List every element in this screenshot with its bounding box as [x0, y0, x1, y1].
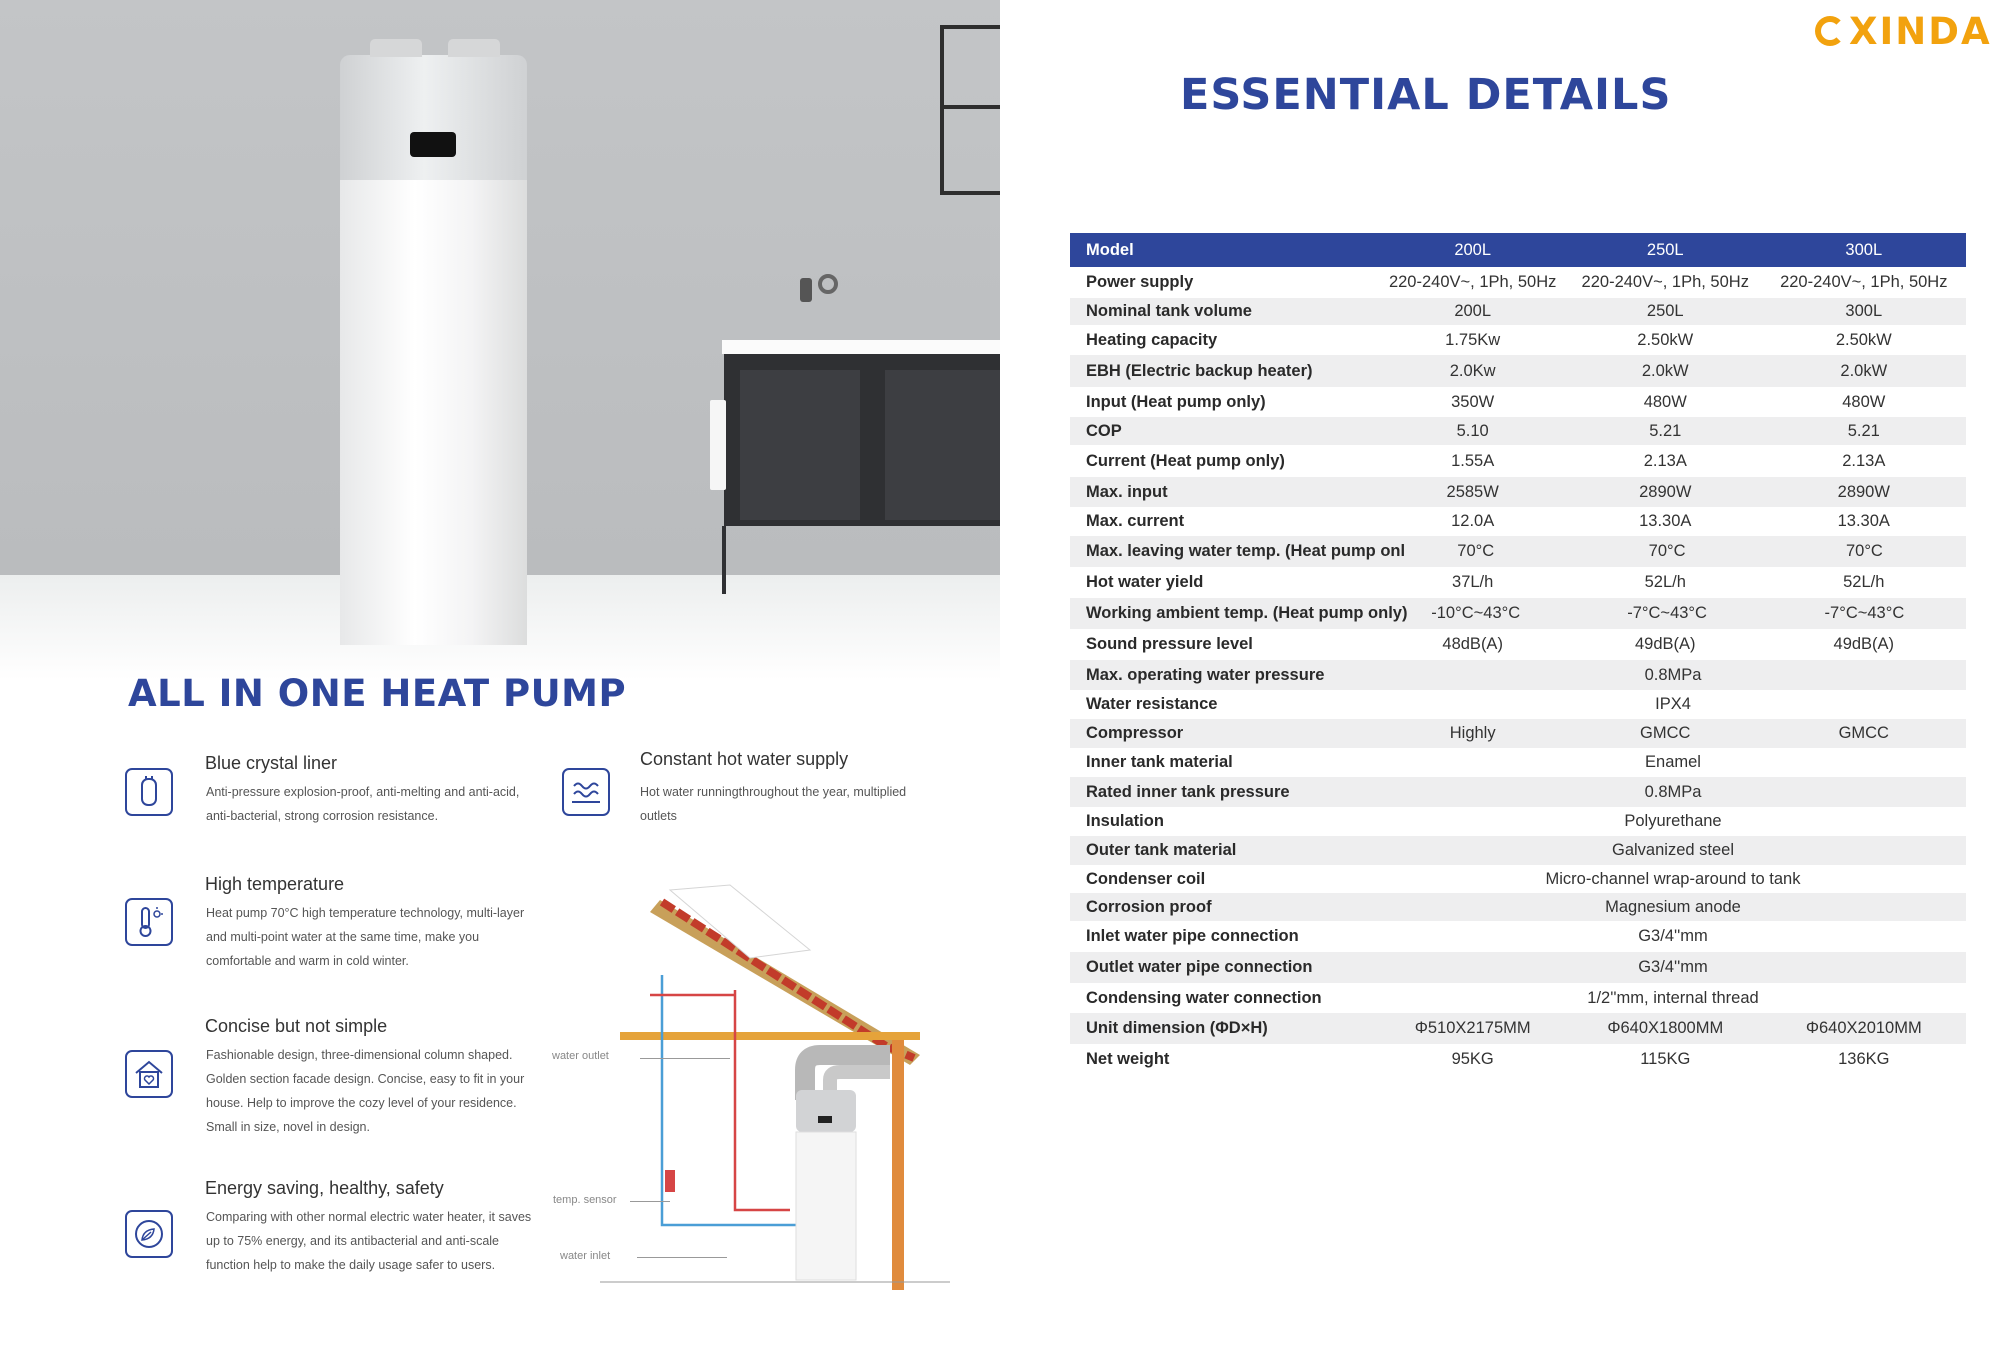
spec-label: Inlet water pipe connection — [1086, 927, 1299, 945]
spec-row — [1070, 507, 1966, 536]
feature-title: Energy saving, healthy, safety — [205, 1178, 444, 1198]
spec-row — [1070, 865, 1966, 893]
spec-value: 480W — [1643, 392, 1687, 411]
spec-value: 220-240V~, 1Ph, 50Hz — [1780, 273, 1948, 291]
spec-label: Insulation — [1086, 812, 1164, 830]
expansion-tank — [665, 1170, 675, 1192]
spec-value: GMCC — [1838, 724, 1889, 742]
spec-value: 1.55A — [1451, 451, 1495, 470]
spec-value: G3/4''mm — [1638, 927, 1708, 945]
brand-name: XINDA — [1849, 10, 1992, 53]
spec-value: 1.75Kw — [1445, 330, 1501, 349]
spec-label: Current (Heat pump only) — [1086, 451, 1285, 470]
spec-label: Compressor — [1086, 724, 1184, 742]
hot-pipe — [735, 990, 790, 1210]
spec-value: Magnesium anode — [1605, 897, 1741, 916]
spec-row — [1070, 748, 1966, 777]
spec-value: 2.13A — [1643, 451, 1687, 470]
spec-value: 2585W — [1446, 482, 1499, 501]
water-inlet-label: water inlet — [560, 1250, 611, 1262]
spec-value: 2890W — [1837, 482, 1890, 501]
spec-row — [1070, 598, 1966, 629]
spec-header-cell: 250L — [1646, 240, 1684, 259]
brand-logo-mark — [1815, 16, 1845, 46]
spec-value: IPX4 — [1655, 695, 1691, 713]
spec-row — [1070, 836, 1966, 865]
spec-row — [1070, 477, 1966, 507]
spec-value: 300L — [1845, 302, 1883, 320]
spec-value: 2890W — [1639, 482, 1692, 501]
feature-desc: Hot water runningthroughout the year, multiplied outlets — [640, 785, 907, 823]
spec-header-cell: Model — [1086, 240, 1134, 259]
spec-row — [1070, 807, 1966, 836]
spec-label: Max. operating water pressure — [1086, 665, 1325, 684]
pipe-cap — [448, 39, 500, 57]
vanity-drawer — [885, 370, 1000, 520]
spec-label: Sound pressure level — [1086, 635, 1253, 653]
spec-header-cell: 200L — [1454, 240, 1492, 259]
spec-value: Micro-channel wrap-around to tank — [1545, 869, 1801, 888]
faucet — [800, 278, 812, 302]
spec-row — [1070, 983, 1966, 1013]
spec-value: Polyurethane — [1624, 812, 1722, 830]
installation-diagram — [550, 880, 970, 1300]
spec-label: Heating capacity — [1086, 330, 1218, 349]
spec-value: 2.0kW — [1641, 361, 1689, 380]
feature-title: High temperature — [205, 874, 345, 894]
faucet-knob — [818, 274, 838, 294]
spec-label: Max. current — [1086, 512, 1185, 530]
spec-value: 5.21 — [1649, 421, 1682, 440]
spec-value: 350W — [1451, 392, 1495, 411]
spec-row — [1070, 690, 1966, 719]
spec-label: Working ambient temp. (Heat pump only) — [1086, 604, 1408, 622]
spec-row — [1070, 921, 1966, 952]
water-outlet-label: water outlet — [552, 1050, 609, 1062]
temp-sensor-label: temp. sensor — [553, 1194, 617, 1206]
spec-value: 70°C — [1845, 542, 1883, 560]
spec-label: Power supply — [1086, 273, 1194, 291]
spec-value: 115KG — [1640, 1049, 1691, 1068]
spec-value: 2.0Kw — [1449, 361, 1496, 380]
spec-label: Hot water yield — [1086, 573, 1204, 591]
ceiling-beam — [620, 1032, 920, 1040]
spec-value: 13.30A — [1837, 512, 1890, 530]
spec-value: -7°C~43°C — [1824, 604, 1905, 622]
spec-value: 2.13A — [1842, 451, 1886, 470]
spec-value: 70°C — [1648, 542, 1686, 560]
spec-label: Water resistance — [1086, 695, 1218, 713]
spec-row — [1070, 417, 1966, 445]
spec-value: 12.0A — [1451, 512, 1495, 530]
spec-label: Corrosion proof — [1086, 897, 1212, 916]
spec-label: COP — [1086, 421, 1122, 440]
vanity-drawer — [740, 370, 860, 520]
vanity-countertop — [722, 340, 1000, 354]
spec-header-cell: 300L — [1845, 240, 1883, 259]
brand-logo — [1815, 10, 1992, 53]
spec-row — [1070, 325, 1966, 355]
house-heart-icon — [125, 1050, 173, 1098]
feature-desc: Heat pump 70°C high temperature technology, multi-layer and multi-point water at the same time, make you comfortable and warm in cold winter. — [206, 906, 525, 968]
feature-title: Concise but not simple — [205, 1016, 388, 1036]
spec-value: 0.8MPa — [1644, 665, 1702, 684]
wall-section — [892, 1040, 904, 1290]
spec-value: 220-240V~, 1Ph, 50Hz — [1388, 273, 1557, 291]
spec-value: Galvanized steel — [1612, 841, 1734, 859]
wall-shelf-bar — [940, 105, 1000, 109]
spec-label: Max. leaving water temp. (Heat pump onl — [1086, 542, 1406, 560]
spec-row — [1070, 536, 1966, 567]
spec-value: 136KG — [1838, 1049, 1890, 1068]
leader-line — [630, 1201, 670, 1202]
thermometer-sun-icon — [125, 898, 173, 946]
spec-label: Condenser coil — [1086, 869, 1206, 888]
spec-label: Max. input — [1086, 482, 1168, 501]
spec-value: -7°C~43°C — [1627, 604, 1707, 622]
spec-row — [1070, 567, 1966, 598]
leaf-icon — [125, 1210, 173, 1258]
spec-value: 13.30A — [1639, 512, 1692, 530]
spec-value: Enamel — [1645, 753, 1701, 771]
left-title: ALL IN ONE HEAT PUMP — [128, 672, 627, 715]
spec-value: 1/2''mm, internal thread — [1587, 988, 1759, 1007]
spec-label: Nominal tank volume — [1086, 302, 1252, 320]
spec-value: Φ640X1800MM — [1607, 1019, 1724, 1037]
spec-label: Outer tank material — [1086, 841, 1237, 859]
spec-value: 0.8MPa — [1644, 782, 1702, 801]
vanity-leg — [722, 526, 726, 594]
spec-value: 250L — [1646, 302, 1684, 320]
spec-row — [1070, 952, 1966, 983]
spec-value: 2.50kW — [1835, 330, 1892, 349]
spec-value: 5.10 — [1456, 421, 1489, 440]
spec-row — [1070, 387, 1966, 417]
feature-title: Blue crystal liner — [205, 753, 338, 773]
spec-value: 5.21 — [1847, 421, 1880, 440]
spec-value: 480W — [1842, 392, 1886, 411]
spec-label: Outlet water pipe connection — [1086, 958, 1313, 976]
spec-row — [1070, 777, 1966, 807]
spec-value: Highly — [1449, 724, 1496, 742]
spec-value: G3/4''mm — [1638, 958, 1708, 976]
spec-label: Unit dimension (ΦD×H) — [1086, 1019, 1268, 1037]
spec-table — [1070, 233, 1966, 1074]
spec-row — [1070, 1013, 1966, 1044]
spec-row — [1070, 660, 1966, 690]
leader-line — [640, 1058, 730, 1059]
right-title: ESSENTIAL DETAILS — [1180, 70, 1672, 120]
spec-value: 2.0kW — [1840, 361, 1888, 380]
feature-desc: Anti-pressure explosion-proof, anti-melting and anti-acid, anti-bacterial, strong corrosion resistance. — [206, 785, 520, 823]
spec-row — [1070, 629, 1966, 660]
spec-row — [1070, 298, 1966, 325]
pipe-cap — [370, 39, 422, 57]
spec-value: 70°C — [1457, 542, 1495, 560]
spec-value: 52L/h — [1843, 573, 1885, 591]
feature-desc: Comparing with other normal electric water heater, it saves up to 75% energy, and its antibacterial and anti-scale function help to make the daily usage safer to users. — [206, 1210, 532, 1272]
spec-value: Φ510X2175MM — [1414, 1019, 1531, 1037]
spec-row — [1070, 267, 1966, 298]
water-waves-icon — [562, 768, 610, 816]
diagram-pump-tank — [796, 1132, 856, 1280]
heat-pump-tank — [340, 180, 527, 645]
wall-shelf — [940, 25, 1000, 195]
spec-value: Φ640X2010MM — [1805, 1019, 1922, 1037]
product-photo — [0, 0, 1000, 680]
feature-desc: Fashionable design, three-dimensional column shaped. Golden section facade design. Concise, easy to fit in your house. Help to improve the cozy level of your residence. Small in size, novel in design. — [206, 1048, 525, 1134]
spec-label: EBH (Electric backup heater) — [1086, 361, 1313, 380]
leader-line — [637, 1257, 727, 1258]
spec-value: 37L/h — [1452, 573, 1494, 591]
heat-pump-head — [340, 55, 527, 180]
diagram-pump-head — [796, 1090, 856, 1132]
spec-header-row — [1070, 233, 1966, 267]
spec-label: Rated inner tank pressure — [1086, 782, 1290, 801]
spec-value: 220-240V~, 1Ph, 50Hz — [1581, 273, 1749, 291]
installation-diagram-drawing — [550, 880, 970, 1300]
feature-title: Constant hot water supply — [640, 749, 849, 769]
spec-label: Condensing water connection — [1086, 988, 1322, 1007]
control-display — [410, 132, 456, 157]
spec-row — [1070, 893, 1966, 921]
spec-label: Inner tank material — [1086, 753, 1233, 771]
spec-value: 48dB(A) — [1442, 635, 1503, 653]
spec-value: 200L — [1454, 302, 1492, 320]
towel — [710, 400, 726, 490]
diagram-pump-screen — [818, 1116, 832, 1123]
spec-value: 95KG — [1451, 1049, 1494, 1068]
spec-label: Net weight — [1086, 1049, 1170, 1068]
spec-row — [1070, 1044, 1966, 1074]
spec-row — [1070, 445, 1966, 477]
spec-value: -10°C~43°C — [1431, 604, 1521, 622]
tank-icon — [125, 768, 173, 816]
spec-value: 2.50kW — [1637, 330, 1694, 349]
spec-value: 52L/h — [1644, 573, 1686, 591]
spec-row — [1070, 355, 1966, 387]
spec-value: 49dB(A) — [1833, 635, 1895, 653]
spec-value: 49dB(A) — [1635, 635, 1696, 653]
spec-value: GMCC — [1640, 724, 1691, 742]
spec-label: Input (Heat pump only) — [1086, 392, 1266, 411]
spec-row — [1070, 719, 1966, 748]
